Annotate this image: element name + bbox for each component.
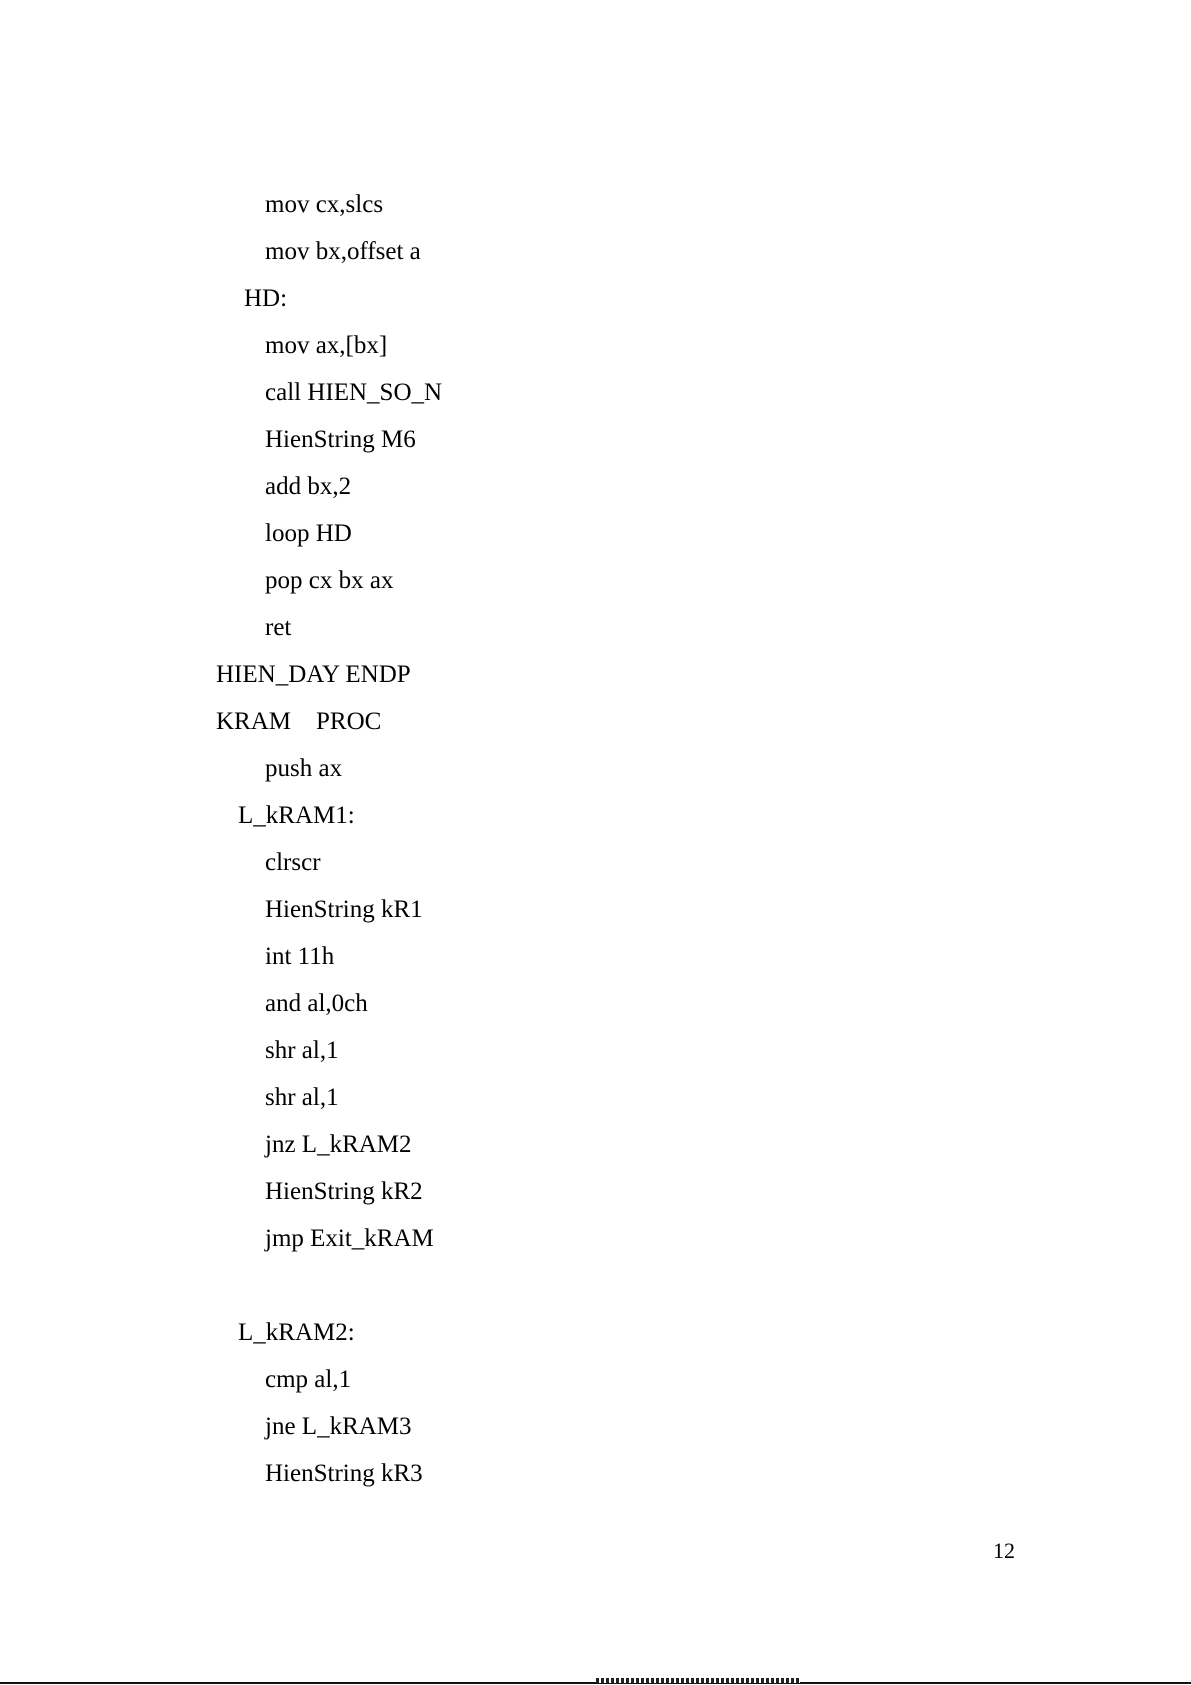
- code-line: HienString kR3: [265, 1460, 423, 1487]
- code-proc-end: HIEN_DAY ENDP: [216, 661, 411, 688]
- code-line: push ax: [265, 755, 343, 782]
- code-line: cmp al,1: [265, 1366, 352, 1393]
- page-bottom-border-segment: [596, 1678, 800, 1683]
- code-line: jnz L_kRAM2: [265, 1131, 412, 1158]
- code-line: clrscr: [265, 849, 321, 876]
- code-line: mov cx,slcs: [265, 191, 384, 218]
- code-line: mov ax,[bx]: [265, 332, 388, 359]
- code-line: ret: [265, 614, 292, 641]
- code-line: add bx,2: [265, 473, 352, 500]
- code-line: jmp Exit_kRAM: [265, 1225, 434, 1252]
- code-line: HienString M6: [265, 426, 416, 453]
- code-line: HienString kR1: [265, 896, 423, 923]
- code-proc-start: KRAM PROC: [216, 708, 382, 735]
- code-line: and al,0ch: [265, 990, 368, 1017]
- code-line: call HIEN_SO_N: [265, 379, 443, 406]
- code-line: shr al,1: [265, 1084, 339, 1111]
- code-line: int 11h: [265, 943, 335, 970]
- code-line: shr al,1: [265, 1037, 339, 1064]
- code-line: jne L_kRAM3: [265, 1413, 412, 1440]
- page-number: 12: [993, 1538, 1015, 1563]
- code-line: mov bx,offset a: [265, 238, 421, 265]
- code-label: L_kRAM2:: [238, 1319, 355, 1346]
- code-label: L_kRAM1:: [238, 802, 355, 829]
- code-line: pop cx bx ax: [265, 567, 394, 594]
- code-label: HD:: [244, 285, 288, 312]
- code-line: loop HD: [265, 520, 352, 547]
- code-line: HienString kR2: [265, 1178, 423, 1205]
